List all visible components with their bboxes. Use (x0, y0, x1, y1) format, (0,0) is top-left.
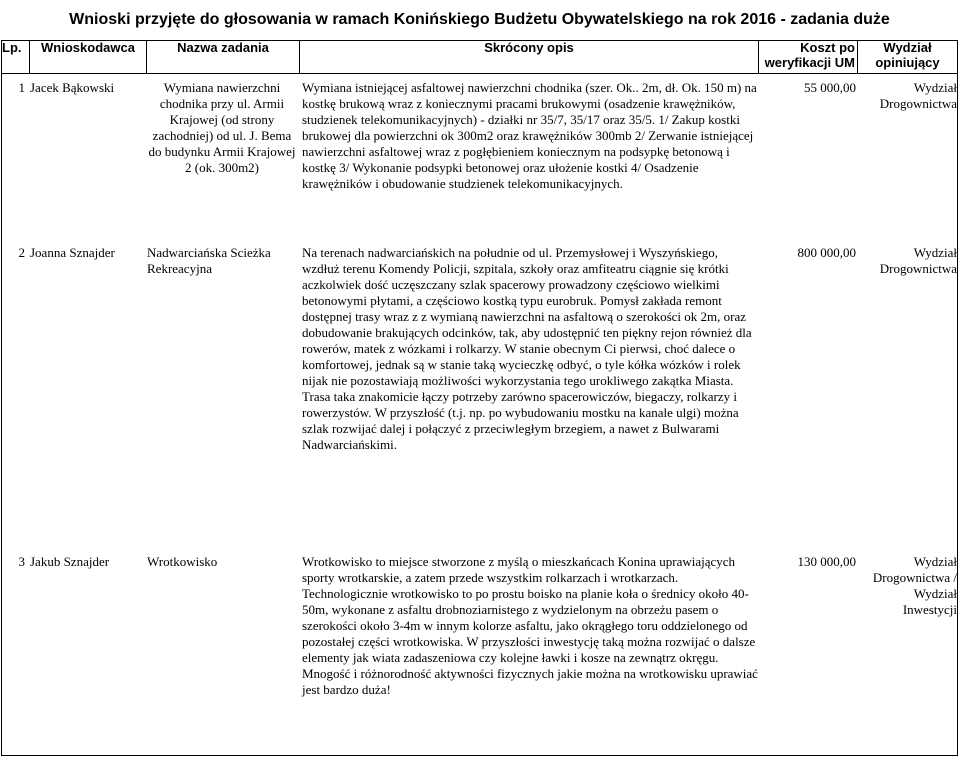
header-cost-label-2: weryfikacji UM (764, 55, 855, 70)
row-cost: 800 000,00 (797, 245, 856, 260)
header-lp-label: Lp. (2, 40, 22, 55)
header-author (30, 40, 146, 74)
row-description: Na terenach nadwarciańskich na południe od ul. Przemysłowej i Wyszyńskiego, wzdłuż terenu Komendy Policji, szpitala, szkoły oraz amfiteatru ciągnie się krótki aczkolwiek dość uczęszczany szlak spacerowy prowadzony częściowo wielkimi betonowymi płytami, a częściowo kostką typu eurobruk. Pomysł zakłada remont dostępnej trasy wraz z z wymianą nawierzchni na asfaltową o szerokości ok 2m, oraz dobudowanie brakujących odcinków, tak, aby udostępnić ten piękny rejon również dla rowerów, matek z wózkami i rolkarzy. W stanie obecnym Ci pierwsi, choć dalece o komfortowej, jednak są w stanie taką wycieczkę odbyć, o tyle kółka wózków i rolek nijak nie pozostawiają możliwości wykorzystania tego urokliwego zakątka Miasta. Trasa taka znakomicie łączy potrzeby zarówno spacerowiczów, biegaczy, rolkarzy i rowerzystów. W przyszłość (t.j. np. po wybudowaniu mostku na kanale ulgi) można szlak rozwijać dalej i połączyć z przeciwległym brzegiem, a nawet z Bulwarami Nadwarciańskimi. (302, 245, 752, 452)
row-cost: 55 000,00 (804, 80, 856, 95)
row-lp: 2 (18, 245, 25, 260)
row-lp: 3 (18, 554, 25, 569)
header-dept-label-1: Wydział (883, 40, 932, 55)
header-author-label: Wnioskodawca (41, 40, 135, 55)
header-dept-label-2: opiniujący (875, 55, 940, 70)
row-department: Wydział Drogownictwa / Wydział Inwestycji (872, 554, 957, 617)
header-lp (2, 40, 28, 74)
row-task-name: Wrotkowisko (147, 554, 218, 569)
row-department: Wydział Drogownictwa (879, 245, 957, 276)
row-description: Wymiana istniejącej asfaltowej nawierzchni chodnika (szer. Ok.. 2m, dł. Ok. 150 m) na kostkę brukową wraz z koniecznymi pracami brukowymi (osadzenie krawężników, studzienek telekomunikacyjnych) - działki nr 35/7, 35/17 oraz 35/5. 1/ Zakup kostki brukowej dla powierzchni ok 300m2 oraz krawężników 300mb 2/ Zerwanie istniejącej nawierzchni asfaltowej wraz z pogłębieniem koniecznym na podsypkę betonową i kostkę 3/ Wykonanie podsypki betonowej oraz ułożenie kostki 4/ Osadzenie krawężników i obudowanie studzienek telekomunikacyjnych. (302, 80, 757, 191)
row-cost: 130 000,00 (797, 554, 856, 569)
header-name (147, 40, 299, 74)
row-description: Wrotkowisko to miejsce stworzone z myślą o mieszkańcach Konina uprawiających sporty wrotkarskie, a zatem przede wszystkim rolkarzach i wrotkarzach. Technologicznie wrotkowisko to po prostu boisko na planie koła o średnicy około 40-50m, wykonane z asfaltu drobnoziarnistego z wydzielonym na obrzeżu pasem o szerokości około 3-4m w innym kolorze asfaltu, jako okrągłego toru oddzielonego od pozostałej części wrotkowiska. W przyszłości inwestycję taką można rozwijać o dalsze elementy jak wiata zadaszeniowa czy kolejne ławki i kosze na zewnątrz okręgu. Mnogość i różnorodność aktywności fizycznych jakie można na wrotkowisku uprawiać jest bardzo duża! (302, 554, 758, 697)
header-description (300, 40, 758, 74)
row-lp: 1 (18, 80, 25, 95)
row-author: Joanna Sznajder (30, 245, 115, 260)
header-description-label: Skrócony opis (484, 40, 574, 55)
row-author: Jakub Sznajder (30, 554, 110, 569)
header-dept (858, 40, 957, 74)
row-department: Wydział Drogownictwa (879, 80, 957, 111)
header-name-label: Nazwa zadania (177, 40, 269, 55)
row-task-name: Nadwarciańska Scieżka Rekreacyjna (147, 245, 271, 276)
header-cost (759, 40, 857, 74)
row-task-name: Wymiana nawierzchni chodnika przy ul. Armii Krajowej (od strony zachodniej) od ul. J. Bema do budynku Armii Krajowej 2 (ok. 300m2) (148, 80, 296, 175)
header-cost-label-1: Koszt po (800, 40, 855, 55)
row-author: Jacek Bąkowski (30, 80, 115, 95)
page-title: Wnioski przyjęte do głosowania w ramach Konińskiego Budżetu Obywatelskiego na rok 2016 - zadania duże (69, 11, 890, 28)
